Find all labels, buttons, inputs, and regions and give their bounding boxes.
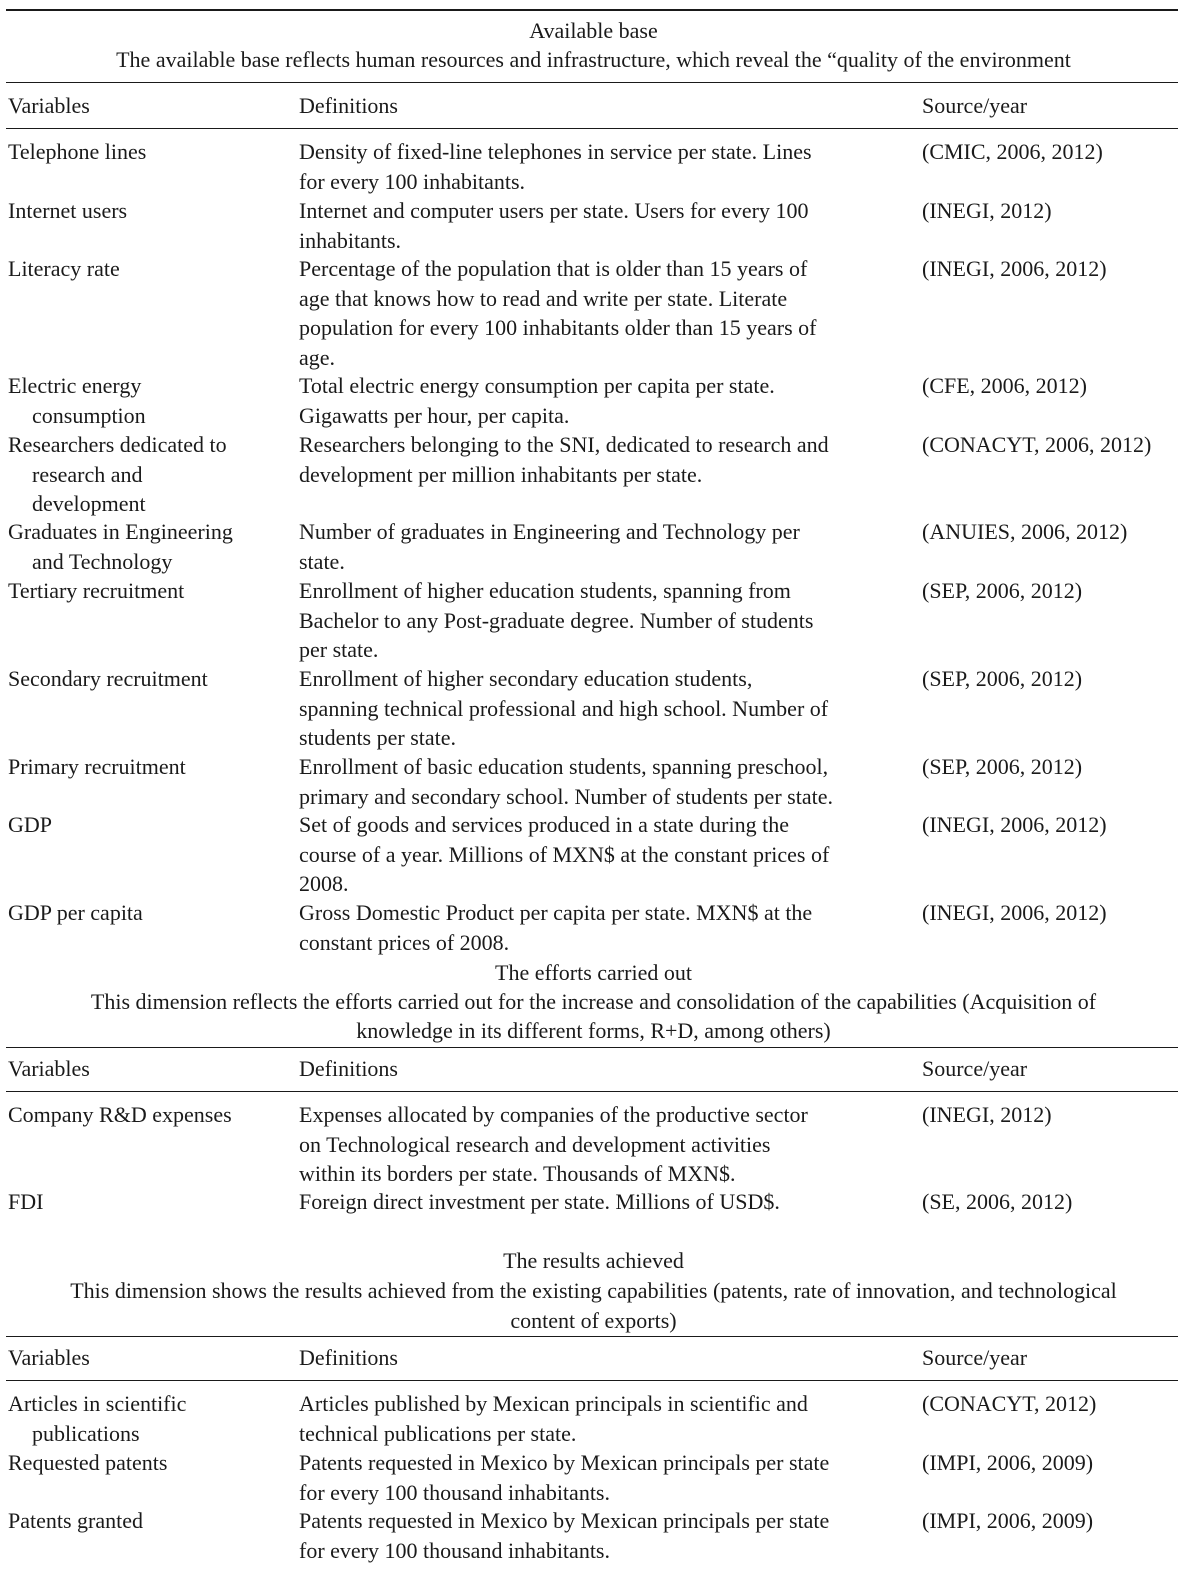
definition-line: Enrollment of basic education students, spanning preschool, bbox=[299, 754, 829, 779]
variable-cell bbox=[8, 1448, 278, 1478]
variable-line: Company R&D expenses bbox=[8, 1102, 232, 1127]
section-description: content of exports) bbox=[510, 1308, 677, 1333]
source-cell: (INEGI, 2006, 2012) bbox=[922, 900, 1107, 925]
column-header-definitions: Definitions bbox=[299, 1345, 398, 1370]
definition-line: within its borders per state. Thousands of MXN$. bbox=[299, 1161, 736, 1187]
definition-line: Total electric energy consumption per capita per state. bbox=[299, 373, 775, 398]
definition-line: Set of goods and services produced in a state during the bbox=[299, 812, 789, 837]
source-cell: (INEGI, 2006, 2012) bbox=[922, 256, 1107, 281]
variable-cell bbox=[8, 1389, 278, 1448]
variable-cell bbox=[8, 1506, 278, 1536]
variable-line: GDP bbox=[8, 812, 53, 837]
definition-cell bbox=[299, 1389, 889, 1448]
source-cell: (CFE, 2006, 2012) bbox=[922, 373, 1087, 398]
definition-line: Patents requested in Mexico by Mexican principals per state bbox=[299, 1508, 830, 1533]
source-cell: (INEGI, 2012) bbox=[922, 198, 1052, 223]
table-top-rule bbox=[6, 9, 1178, 11]
definition-cell bbox=[299, 430, 889, 489]
variable-line: research and bbox=[32, 461, 143, 487]
section-description: This dimension shows the results achieved from the existing capabilities (patents, rate of innovation, and technological bbox=[70, 1278, 1117, 1303]
source-cell: (INEGI, 2006, 2012) bbox=[922, 812, 1107, 837]
definition-line: Researchers belonging to the SNI, dedicated to research and bbox=[299, 432, 829, 457]
source-cell: (CMIC, 2006, 2012) bbox=[922, 139, 1103, 164]
source-cell: (SEP, 2006, 2012) bbox=[922, 754, 1083, 779]
section-description: knowledge in its different forms, R+D, among others) bbox=[356, 1018, 831, 1043]
definition-cell bbox=[299, 898, 889, 957]
column-header-variables: Variables bbox=[8, 93, 90, 118]
definition-cell bbox=[299, 1100, 889, 1189]
definition-line: Bachelor to any Post-graduate degree. Number of students bbox=[299, 607, 814, 633]
definition-line: per state. bbox=[299, 637, 379, 663]
source-cell: (IMPI, 2006, 2009) bbox=[922, 1450, 1094, 1475]
definition-line: age that knows how to read and write per state. Literate bbox=[299, 285, 788, 311]
source-cell: (CONACYT, 2006, 2012) bbox=[922, 432, 1152, 457]
definition-cell bbox=[299, 752, 889, 811]
definition-line: Number of graduates in Engineering and Technology per bbox=[299, 519, 800, 544]
definition-line: Density of fixed-line telephones in service per state. Lines bbox=[299, 139, 812, 164]
variable-line: Articles in scientific bbox=[8, 1391, 187, 1416]
variable-line: development bbox=[32, 491, 146, 517]
variable-line: Telephone lines bbox=[8, 139, 147, 164]
variable-line: and Technology bbox=[32, 548, 173, 574]
definition-line: primary and secondary school. Number of students per state. bbox=[299, 783, 833, 809]
definition-line: Enrollment of higher secondary education students, bbox=[299, 666, 753, 691]
section-description: The available base reflects human resources and infrastructure, which reveal the “quality of the environment bbox=[116, 47, 1071, 72]
column-header-variables: Variables bbox=[8, 1345, 90, 1370]
definition-cell bbox=[299, 371, 889, 430]
definition-line: Patents requested in Mexico by Mexican principals per state bbox=[299, 1450, 830, 1475]
variable-line: Graduates in Engineering bbox=[8, 519, 233, 544]
variable-cell bbox=[8, 430, 278, 519]
definition-line: inhabitants. bbox=[299, 227, 402, 253]
definition-cell bbox=[299, 576, 889, 665]
source-cell: (CONACYT, 2012) bbox=[922, 1391, 1097, 1416]
variable-cell bbox=[8, 664, 278, 694]
column-header-source: Source/year bbox=[922, 1056, 1028, 1081]
source-cell: (SE, 2006, 2012) bbox=[922, 1189, 1073, 1214]
definition-cell bbox=[299, 810, 889, 899]
definition-line: for every 100 thousand inhabitants. bbox=[299, 1479, 610, 1505]
definition-line: Gigawatts per hour, per capita. bbox=[299, 402, 570, 428]
column-header-variables: Variables bbox=[8, 1056, 90, 1081]
variable-cell bbox=[8, 752, 278, 782]
definition-line: Internet and computer users per state. Users for every 100 bbox=[299, 198, 809, 223]
definition-cell bbox=[299, 1187, 889, 1217]
source-cell: (ANUIES, 2006, 2012) bbox=[922, 519, 1128, 544]
definition-cell bbox=[299, 196, 889, 255]
definition-cell bbox=[299, 517, 889, 576]
header-top-rule bbox=[6, 1047, 1178, 1048]
definition-line: age. bbox=[299, 344, 336, 370]
source-cell: (SEP, 2006, 2012) bbox=[922, 666, 1083, 691]
definition-line: development per million inhabitants per state. bbox=[299, 461, 703, 487]
definition-line: technical publications per state. bbox=[299, 1420, 577, 1446]
variable-cell bbox=[8, 1100, 278, 1130]
definition-line: population for every 100 inhabitants older than 15 years of bbox=[299, 315, 817, 341]
section-description: This dimension reflects the efforts carried out for the increase and consolidation of the capabilities (Acquisition of bbox=[90, 989, 1097, 1014]
definition-line: students per state. bbox=[299, 725, 457, 751]
variable-line: consumption bbox=[32, 402, 146, 428]
variable-cell bbox=[8, 196, 278, 226]
definition-cell bbox=[299, 137, 889, 196]
header-top-rule bbox=[6, 82, 1178, 83]
variable-line: Primary recruitment bbox=[8, 754, 186, 779]
variable-cell bbox=[8, 576, 278, 606]
column-header-definitions: Definitions bbox=[299, 93, 398, 118]
definition-line: Foreign direct investment per state. Millions of USD$. bbox=[299, 1189, 780, 1214]
definition-line: Enrollment of higher education students, spanning from bbox=[299, 578, 791, 603]
variable-line: Electric energy bbox=[8, 373, 142, 398]
column-header-source: Source/year bbox=[922, 93, 1028, 118]
definition-line: for every 100 thousand inhabitants. bbox=[299, 1537, 610, 1563]
definition-line: 2008. bbox=[299, 871, 349, 897]
variable-line: Internet users bbox=[8, 198, 128, 223]
column-header-source: Source/year bbox=[922, 1345, 1028, 1370]
source-cell: (IMPI, 2006, 2009) bbox=[922, 1508, 1094, 1533]
variable-cell bbox=[8, 254, 278, 284]
variable-cell bbox=[8, 371, 278, 430]
variable-cell bbox=[8, 810, 278, 840]
variable-line: GDP per capita bbox=[8, 900, 143, 925]
variable-cell bbox=[8, 898, 278, 928]
source-cell: (SEP, 2006, 2012) bbox=[922, 578, 1083, 603]
definition-line: Articles published by Mexican principals in scientific and bbox=[299, 1391, 808, 1416]
definition-line: state. bbox=[299, 548, 345, 574]
definition-line: course of a year. Millions of MXN$ at the constant prices of bbox=[299, 841, 830, 867]
variable-line: publications bbox=[32, 1420, 140, 1446]
variable-cell bbox=[8, 137, 278, 167]
header-bottom-rule bbox=[6, 1091, 1178, 1092]
variable-cell bbox=[8, 1187, 278, 1217]
definition-cell bbox=[299, 1448, 889, 1507]
variable-line: FDI bbox=[8, 1189, 44, 1214]
variable-line: Secondary recruitment bbox=[8, 666, 208, 691]
definition-line: Expenses allocated by companies of the productive sector bbox=[299, 1102, 808, 1127]
variable-line: Researchers dedicated to bbox=[8, 432, 227, 457]
header-top-rule bbox=[6, 1336, 1178, 1337]
section-title: The results achieved bbox=[503, 1248, 684, 1273]
header-bottom-rule bbox=[6, 128, 1178, 129]
definition-cell bbox=[299, 254, 889, 372]
definition-line: spanning technical professional and high school. Number of bbox=[299, 695, 829, 721]
variable-line: Requested patents bbox=[8, 1450, 168, 1475]
definition-line: Gross Domestic Product per capita per state. MXN$ at the bbox=[299, 900, 813, 925]
header-bottom-rule bbox=[6, 1380, 1178, 1381]
variable-line: Literacy rate bbox=[8, 256, 120, 281]
definition-cell bbox=[299, 664, 889, 753]
variable-cell bbox=[8, 517, 278, 576]
definition-cell bbox=[299, 1506, 889, 1565]
definition-line: constant prices of 2008. bbox=[299, 929, 510, 955]
variable-line: Tertiary recruitment bbox=[8, 578, 185, 603]
column-header-definitions: Definitions bbox=[299, 1056, 398, 1081]
section-title: The efforts carried out bbox=[495, 960, 692, 985]
variable-line: Patents granted bbox=[8, 1508, 144, 1533]
definition-line: on Technological research and development activities bbox=[299, 1131, 771, 1157]
definition-line: Percentage of the population that is older than 15 years of bbox=[299, 256, 808, 281]
definition-line: for every 100 inhabitants. bbox=[299, 168, 526, 194]
section-title: Available base bbox=[529, 18, 658, 43]
source-cell: (INEGI, 2012) bbox=[922, 1102, 1052, 1127]
